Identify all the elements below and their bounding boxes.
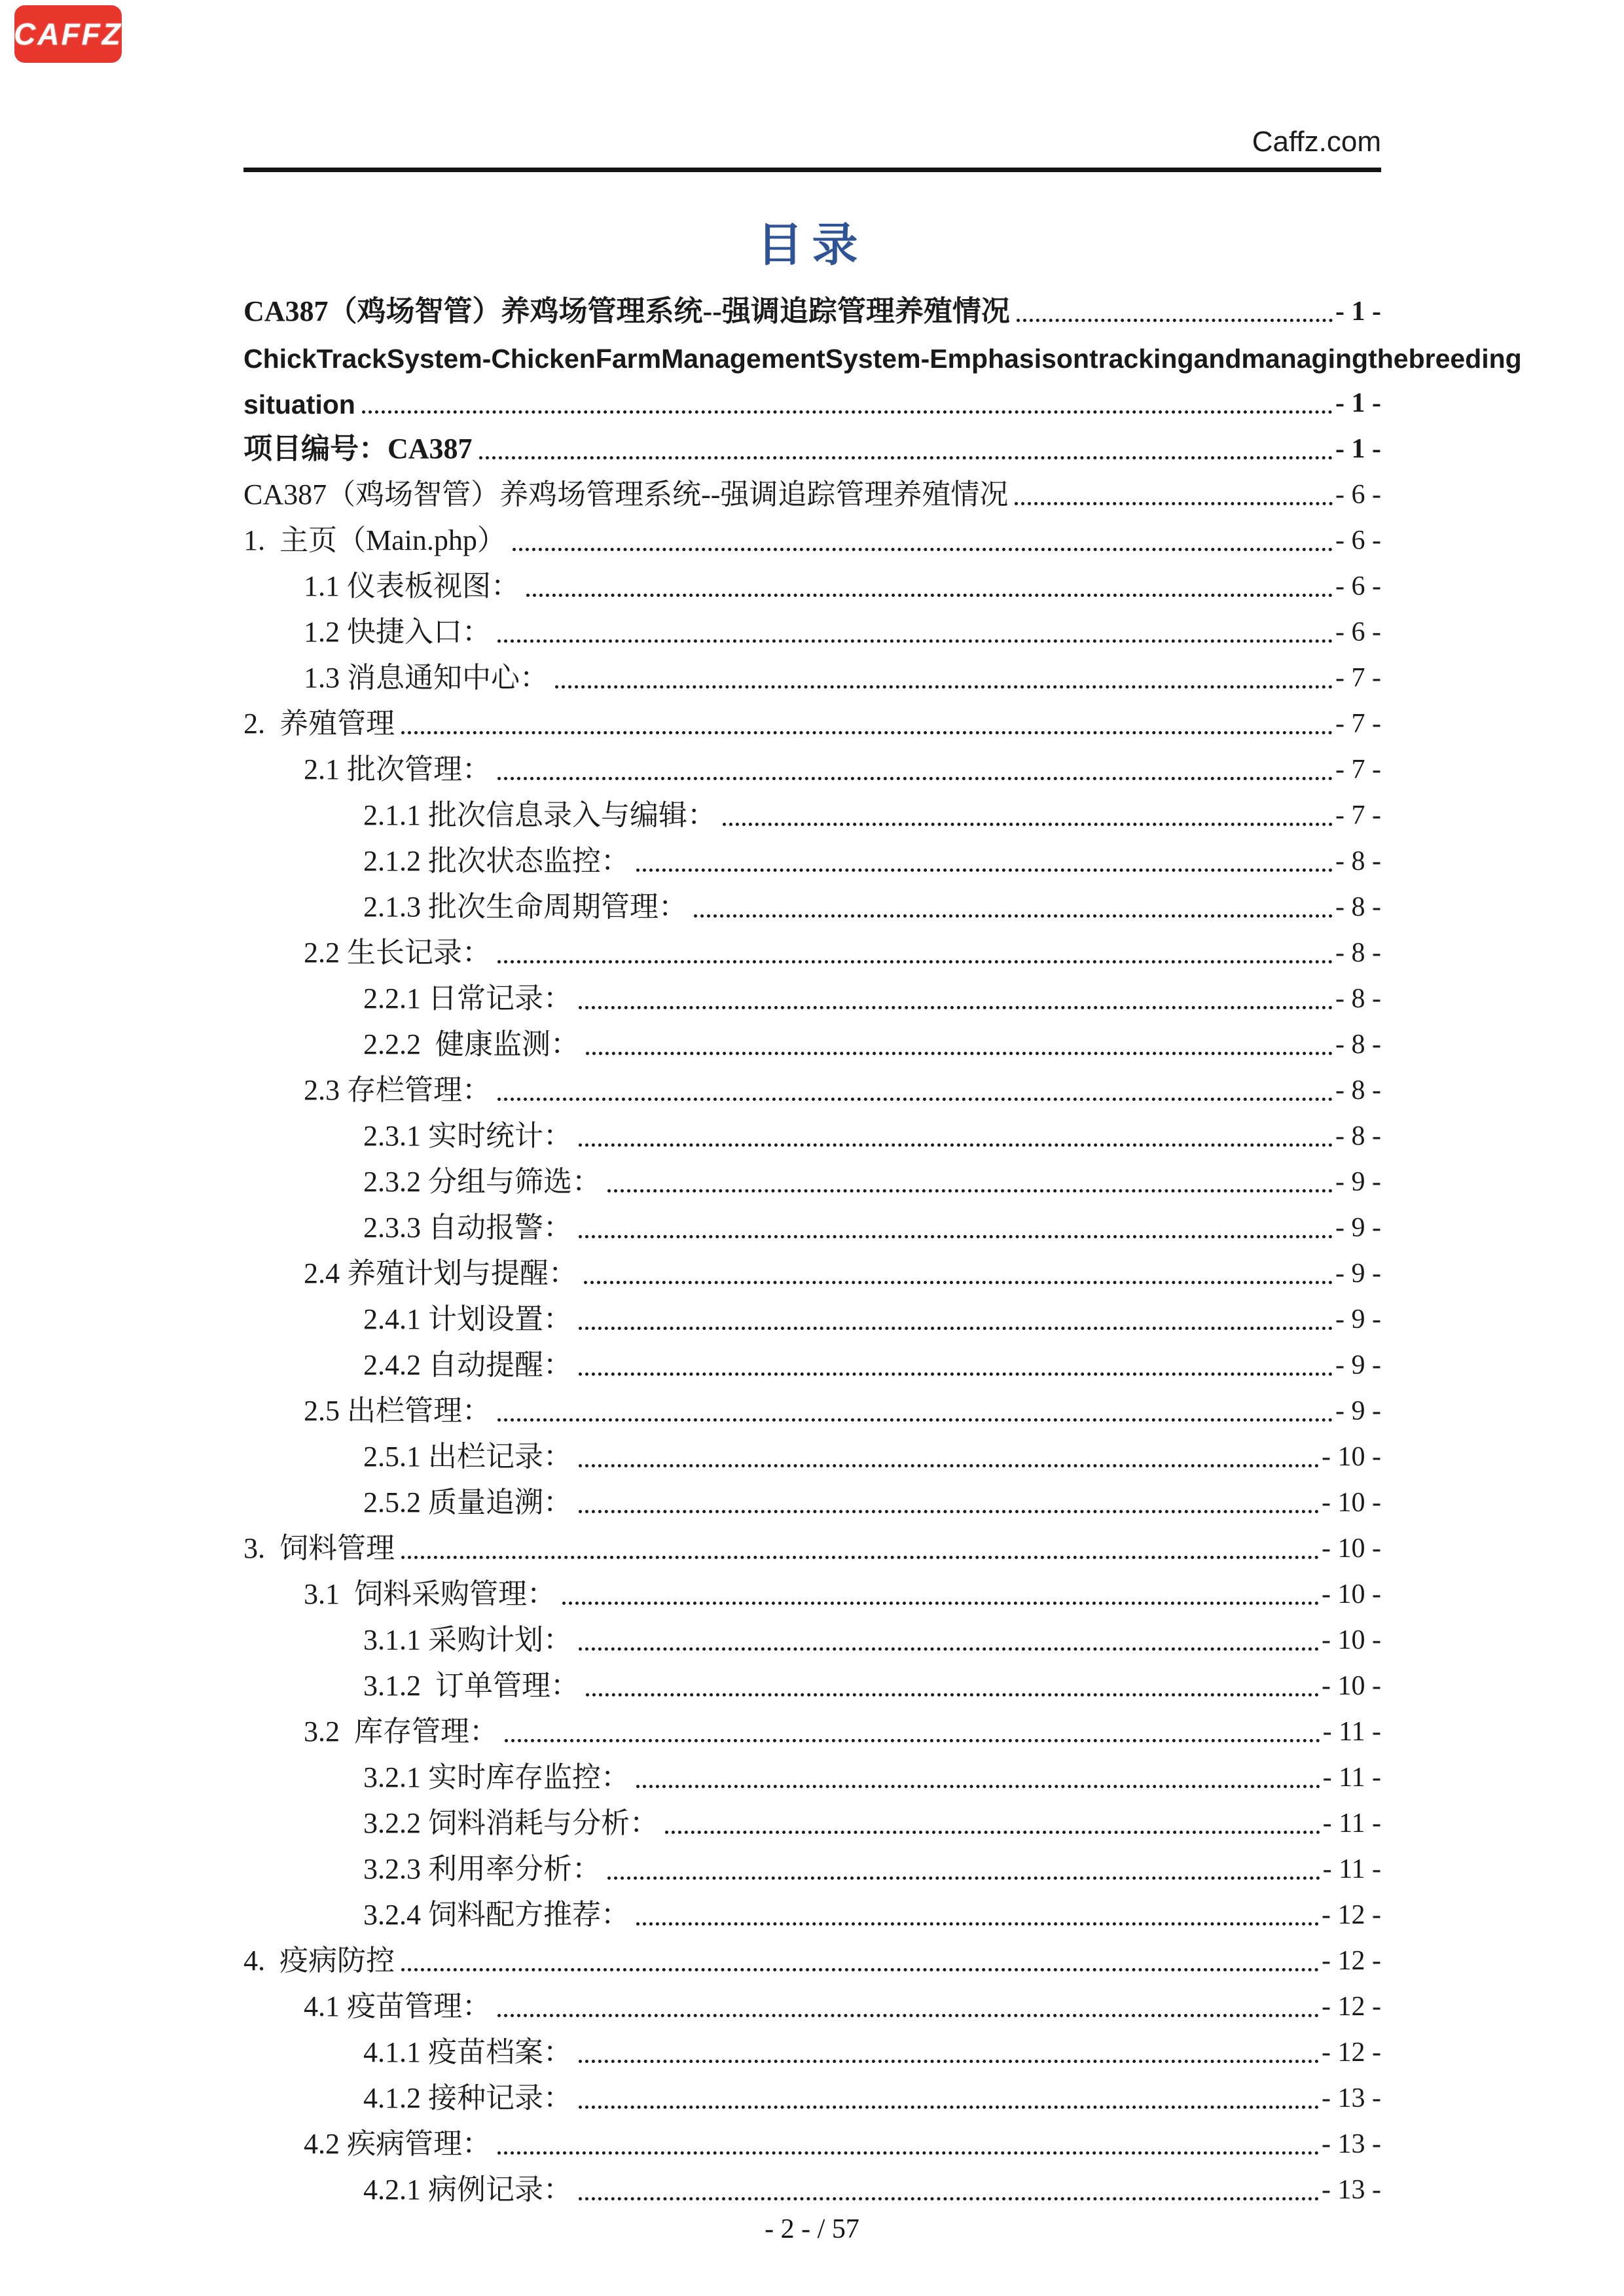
toc-entry[interactable] <box>244 1978 1381 2024</box>
toc-entry[interactable] <box>244 603 1381 649</box>
toc-entry[interactable] <box>244 1520 1381 1566</box>
toc-entry[interactable] <box>244 1428 1381 1474</box>
toc-dot-leader <box>479 456 1333 459</box>
toc-entry-label: 3.1.2 订单管理： <box>363 1670 579 1702</box>
toc-page-number: - 12 - <box>1322 2037 1381 2068</box>
toc-entry[interactable] <box>244 1611 1381 1657</box>
toc-entry-label: 3.1 饲料采购管理： <box>304 1578 556 1611</box>
toc-entry-label: 2.4.1 计划设置： <box>363 1303 572 1336</box>
toc-entry-label: 2.3.3 自动报警： <box>363 1211 572 1244</box>
toc-dot-leader <box>401 1556 1319 1559</box>
toc-entry-label: CA387（鸡场智管）养鸡场管理系统--强调追踪管理养殖情况 <box>244 295 1010 328</box>
toc-entry-label: 3.2.1 实时库存监控： <box>363 1761 630 1794</box>
toc-entry[interactable] <box>244 1107 1381 1153</box>
toc-entry-label: 4.1.1 疫苗档案： <box>363 2036 572 2069</box>
toc-entry-label: 2.1 批次管理： <box>304 753 491 786</box>
toc-page-number: - 12 - <box>1322 1991 1381 2022</box>
toc-entry-label: 2.3.1 实时统计： <box>363 1120 572 1153</box>
toc-dot-leader <box>1015 502 1333 505</box>
toc-entry-label: situation <box>244 389 355 420</box>
toc-entry-label: 4.1.2 接种记录： <box>363 2082 572 2115</box>
toc-page-number: - 1 - <box>1335 433 1381 464</box>
toc-page-number: - 10 - <box>1322 1533 1381 1564</box>
toc-entry[interactable] <box>244 2115 1381 2161</box>
toc-entry-label: 2.4 养殖计划与提醒： <box>304 1257 577 1290</box>
toc-entry-label: 项目编号：CA387 <box>244 433 473 465</box>
toc-page-number: - 8 - <box>1335 891 1381 922</box>
toc-page-number: - 11 - <box>1322 1716 1381 1747</box>
toc-page-number: - 6 - <box>1335 479 1381 510</box>
toc-entry-label: 3. 饲料管理 <box>244 1532 395 1565</box>
toc-entry[interactable] <box>244 1703 1381 1749</box>
toc-entry-word: Farm <box>595 344 662 374</box>
toc-dot-leader <box>579 1510 1319 1513</box>
toc-entry[interactable] <box>244 1382 1381 1428</box>
toc-page-number: - 7 - <box>1335 754 1381 785</box>
toc-dot-leader <box>497 1098 1333 1101</box>
toc-entry[interactable] <box>244 1199 1381 1245</box>
toc-dot-leader <box>497 2151 1319 2155</box>
toc-entry-label: CA387（鸡场智管）养鸡场管理系统--强调追踪管理养殖情况 <box>244 478 1009 511</box>
toc-entry[interactable] <box>244 1749 1381 1795</box>
footer-page-number: - 2 - / 57 <box>765 2214 859 2244</box>
toc-dot-leader <box>607 1189 1333 1193</box>
toc-entry[interactable] <box>244 1062 1381 1107</box>
toc-entry-label: 2.3 存栏管理： <box>304 1074 491 1107</box>
toc-dot-leader <box>497 960 1333 963</box>
toc-entry[interactable] <box>244 1657 1381 1703</box>
toc-dot-leader <box>579 2106 1319 2109</box>
toc-page-number: - 10 - <box>1322 1441 1381 1472</box>
toc-entry-label: 2. 养殖管理 <box>244 708 395 740</box>
toc-dot-leader <box>562 1602 1319 1605</box>
toc-entry-label: 3.2.4 饲料配方推荐： <box>363 1899 630 1931</box>
toc-page-number: - 1 - <box>1335 296 1381 327</box>
toc-page-number: - 9 - <box>1335 1304 1381 1335</box>
toc-page-number: - 8 - <box>1335 1029 1381 1060</box>
toc-entry-word: on <box>1056 344 1090 374</box>
toc-page-number: - 11 - <box>1322 1762 1381 1793</box>
toc-page-number: - 9 - <box>1335 1258 1381 1289</box>
toc-dot-leader <box>497 777 1333 780</box>
toc-entry-word: managing <box>1241 344 1369 374</box>
toc-entry[interactable] <box>244 283 1381 329</box>
toc-page-number: - 9 - <box>1335 1350 1381 1380</box>
toc-page-number: - 10 - <box>1322 1487 1381 1518</box>
toc-page-number: - 8 - <box>1335 846 1381 876</box>
toc-dot-leader <box>497 2014 1319 2017</box>
toc-entry[interactable] <box>244 1932 1381 1978</box>
toc-entry[interactable] <box>244 2024 1381 2070</box>
toc-page-number: - 1 - <box>1335 387 1381 418</box>
toc-entry-word: and <box>1193 344 1242 374</box>
toc-entry[interactable] <box>244 1336 1381 1382</box>
toc-page-number: - 11 - <box>1322 1854 1381 1884</box>
toc-dot-leader <box>555 685 1333 689</box>
toc-page-number: - 10 - <box>1322 1624 1381 1655</box>
toc-entry-word: - <box>920 344 930 374</box>
toc-entry[interactable] <box>244 1153 1381 1199</box>
toc-entry[interactable] <box>244 787 1381 833</box>
toc-page-number: - 13 - <box>1322 2083 1381 2113</box>
toc-entry-label: 2.1.2 批次状态监控： <box>363 845 630 878</box>
toc-entry-label: 3.2 库存管理： <box>304 1715 498 1748</box>
toc-entry-label: 4.2 疾病管理： <box>304 2128 491 2161</box>
toc-dot-leader <box>401 1968 1319 1971</box>
toc-page-number: - 9 - <box>1335 1395 1381 1426</box>
toc-entry-label: 2.2.2 健康监测： <box>363 1028 579 1061</box>
toc-entry-label: 2.5 出栏管理： <box>304 1395 491 1427</box>
toc-page-number: - 7 - <box>1335 662 1381 693</box>
toc-page-number: - 7 - <box>1335 708 1381 739</box>
toc-dot-leader <box>579 1372 1333 1376</box>
toc-entry-label: 3.1.1 采购计划： <box>363 1624 572 1657</box>
toc-entry[interactable] <box>244 970 1381 1016</box>
toc-entry-word: ChickTrackSystem- <box>244 344 492 374</box>
toc-dot-leader <box>665 1831 1320 1834</box>
toc-entry-label: 2.5.1 出栏记录： <box>363 1441 572 1473</box>
toc-dot-leader <box>636 1785 1320 1788</box>
toc-dot-leader <box>362 410 1333 414</box>
toc-dot-leader <box>1017 319 1333 322</box>
toc-entry[interactable] <box>244 695 1381 741</box>
toc-page-number: - 8 - <box>1335 1075 1381 1105</box>
toc-dot-leader <box>513 548 1333 551</box>
toc-entry[interactable] <box>244 1886 1381 1932</box>
toc-page-number: - 9 - <box>1335 1166 1381 1197</box>
toc-dot-leader <box>636 869 1333 872</box>
toc-page-number: - 6 - <box>1335 571 1381 601</box>
toc-page-number: - 13 - <box>1322 2174 1381 2205</box>
toc-entry-label: 2.5.2 质量追溯： <box>363 1486 572 1519</box>
toc-dot-leader <box>579 1143 1333 1147</box>
toc-entry[interactable] <box>244 649 1381 695</box>
page-title: 目录 <box>757 221 867 271</box>
toc-dot-leader <box>584 1281 1333 1284</box>
toc-entry[interactable] <box>244 1474 1381 1520</box>
toc-dot-leader <box>579 1647 1319 1651</box>
toc-entry[interactable] <box>244 2070 1381 2115</box>
toc-dot-leader <box>723 823 1333 826</box>
toc-list <box>244 283 1522 2207</box>
toc-entry-label: 2.2.1 日常记录： <box>363 982 572 1015</box>
toc-entry-label: 4.1 疫苗管理： <box>304 1990 491 2023</box>
toc-page-number: - 11 - <box>1322 1808 1381 1839</box>
toc-dot-leader <box>636 1922 1319 1926</box>
toc-dot-leader <box>579 2197 1319 2200</box>
toc-page-number: - 10 - <box>1322 1670 1381 1701</box>
toc-dot-leader <box>505 1739 1320 1742</box>
toc-entry-word: Chicken <box>491 344 596 374</box>
toc-entry-label: 1.3 消息通知中心： <box>304 662 549 694</box>
toc-entry[interactable] <box>244 2161 1381 2207</box>
toc-entry-label: 4.2.1 病例记录： <box>363 2174 572 2206</box>
toc-entry-word: the <box>1368 344 1409 374</box>
toc-entry-label: 3.2.2 饲料消耗与分析： <box>363 1807 659 1840</box>
toc-page-number: - 12 - <box>1322 1899 1381 1930</box>
caffz-logo <box>14 5 122 63</box>
toc-entry[interactable] <box>244 1291 1381 1336</box>
toc-dot-leader <box>607 1876 1320 1880</box>
toc-page-number: - 10 - <box>1322 1579 1381 1609</box>
toc-entry-label: 2.1.1 批次信息录入与编辑： <box>363 799 716 832</box>
toc-page-number: - 6 - <box>1335 617 1381 647</box>
toc-entry[interactable] <box>244 374 1381 420</box>
toc-dot-leader <box>579 2060 1319 2063</box>
toc-entry-label: 2.4.2 自动提醒： <box>363 1349 572 1382</box>
toc-page-number: - 6 - <box>1335 525 1381 556</box>
toc-dot-leader <box>497 639 1333 643</box>
toc-entry-label: 2.3.2 分组与筛选： <box>363 1166 601 1198</box>
toc-entry[interactable] <box>244 1016 1381 1062</box>
toc-entry-label: 1.2 快捷入口： <box>304 616 491 649</box>
toc-entry[interactable] <box>244 1245 1381 1291</box>
toc-page-number: - 12 - <box>1322 1945 1381 1976</box>
toc-entry-label: 1.1 仪表板视图： <box>304 570 520 603</box>
toc-entry-word: System <box>825 344 921 374</box>
toc-entry-word: tracking <box>1089 344 1194 374</box>
toc-entry-label: 2.2 生长记录： <box>304 937 491 969</box>
toc-page-number: - 8 - <box>1335 983 1381 1014</box>
caffz-logo-text: CAFFZ <box>14 17 122 51</box>
toc-dot-leader <box>586 1052 1333 1055</box>
toc-dot-leader <box>579 1006 1333 1009</box>
toc-entry[interactable] <box>244 833 1381 878</box>
toc-entry[interactable] <box>244 741 1381 787</box>
toc-entry-label: 2.1.3 批次生命周期管理： <box>363 891 687 924</box>
toc-entry[interactable] <box>244 878 1381 924</box>
toc-entry-label: 1. 主页（Main.php） <box>244 524 506 557</box>
toc-entry[interactable] <box>244 1840 1381 1886</box>
toc-entry[interactable] <box>244 1795 1381 1840</box>
toc-entry[interactable] <box>244 558 1381 603</box>
toc-page-number: - 13 - <box>1322 2128 1381 2159</box>
toc-page-number: - 7 - <box>1335 800 1381 831</box>
toc-dot-leader <box>497 1418 1333 1422</box>
toc-entry[interactable] <box>244 329 1522 374</box>
toc-dot-leader <box>401 731 1333 734</box>
toc-entry-word: Emphasis <box>929 344 1056 374</box>
toc-page-number: - 8 - <box>1335 1121 1381 1151</box>
toc-dot-leader <box>586 1693 1319 1696</box>
toc-dot-leader <box>694 914 1333 918</box>
header-divider-line <box>244 168 1381 172</box>
toc-entry-word: Management <box>661 344 825 374</box>
toc-entry[interactable] <box>244 466 1381 512</box>
toc-dot-leader <box>579 1235 1333 1238</box>
toc-dot-leader <box>579 1464 1319 1467</box>
toc-entry-word: breeding <box>1408 344 1522 374</box>
toc-dot-leader <box>526 594 1333 597</box>
toc-entry-label: 3.2.3 利用率分析： <box>363 1853 601 1886</box>
toc-entry[interactable] <box>244 512 1381 558</box>
toc-dot-leader <box>579 1327 1333 1330</box>
toc-entry[interactable] <box>244 924 1381 970</box>
toc-entry[interactable] <box>244 420 1381 466</box>
toc-page-number: - 9 - <box>1335 1212 1381 1243</box>
toc-entry-label: 4. 疫病防控 <box>244 1945 395 1977</box>
header-site-name: Caffz.com <box>1252 126 1381 158</box>
toc-page-number: - 8 - <box>1335 937 1381 968</box>
toc-entry[interactable] <box>244 1566 1381 1611</box>
